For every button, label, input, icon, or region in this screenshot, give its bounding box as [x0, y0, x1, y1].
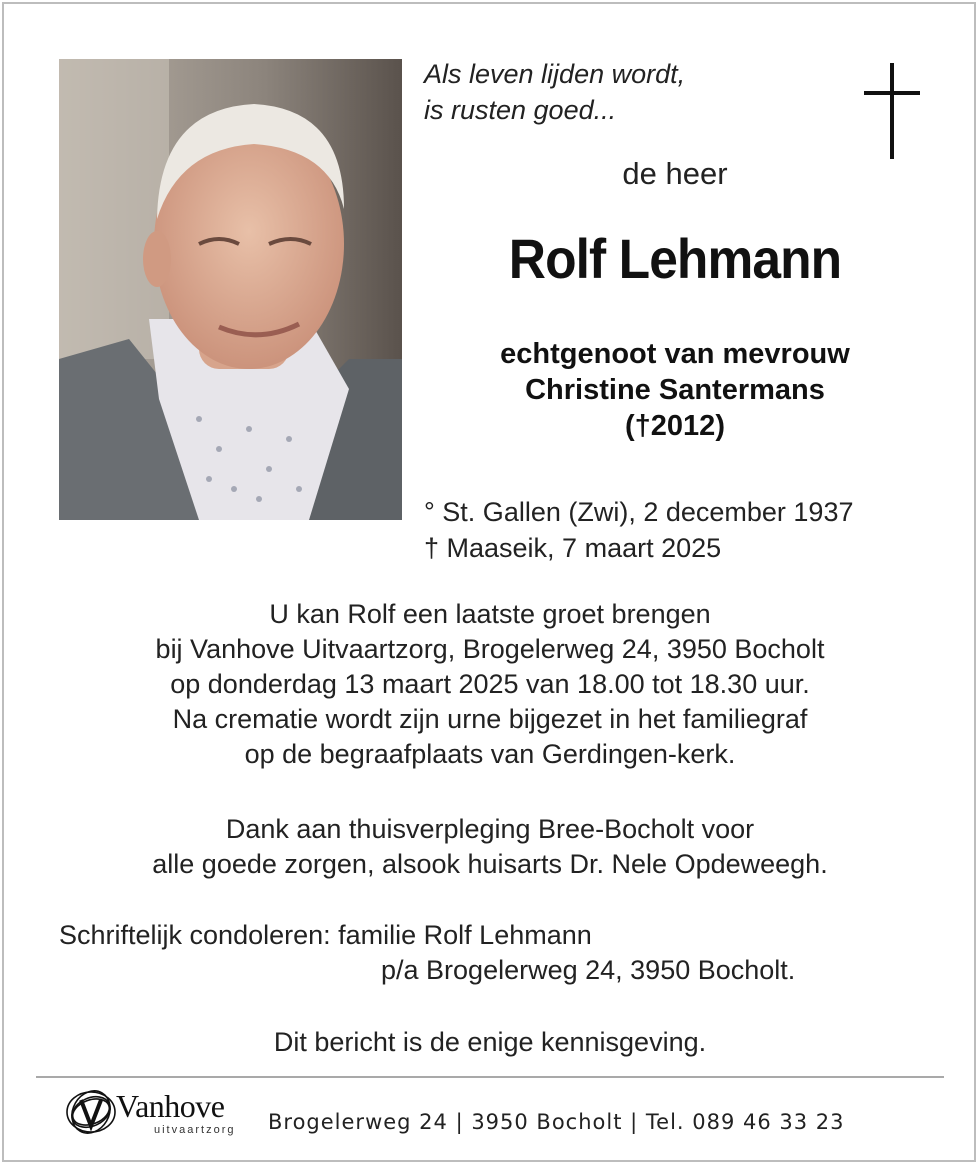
- logo-mark-icon: [64, 1088, 118, 1136]
- logo-subtitle: uitvaartzorg: [154, 1124, 236, 1136]
- visitation-line: U kan Rolf een laatste groet brengen: [269, 599, 711, 629]
- quote-line-2: is rusten goed...: [424, 95, 617, 125]
- thanks-info: [0, 812, 980, 882]
- spouse-line-3: (†2012): [625, 410, 725, 442]
- death-date: † Maaseik, 7 maart 2025: [424, 533, 722, 563]
- visitation-line: bij Vanhove Uitvaartzorg, Brogelerweg 24, 3950 Bocholt: [155, 634, 825, 664]
- footer-contact: Brogelerweg 24 | 3950 Bocholt | Tel. 089 46 33 23: [268, 1110, 845, 1134]
- portrait-photo: [59, 59, 402, 520]
- birth-date: ° St. Gallen (Zwi), 2 december 1937: [424, 497, 854, 527]
- quote: [424, 56, 685, 128]
- spouse-line-1: echtgenoot van mevrouw: [500, 338, 850, 370]
- latin-cross-icon: [864, 63, 920, 159]
- thanks-line: Dank aan thuisverpleging Bree-Bocholt voor: [225, 814, 755, 844]
- final-note: Dit bericht is de enige kennisgeving.: [273, 1027, 707, 1057]
- logo-name: Vanhove: [116, 1088, 225, 1124]
- life-dates: [424, 494, 853, 566]
- visitation-line: Na crematie wordt zijn urne bijgezet in het familiegraf: [172, 704, 808, 734]
- title-prefix: de heer: [622, 156, 728, 191]
- footer-divider: [36, 1076, 944, 1078]
- condolence-line-2: p/a Brogelerweg 24, 3950 Bocholt.: [381, 955, 796, 985]
- thanks-line: alle goede zorgen, alsook huisarts Dr. Nele Opdeweegh.: [152, 849, 828, 879]
- deceased-name: Rolf Lehmann: [508, 227, 842, 290]
- visitation-info: [0, 597, 980, 772]
- quote-line-1: Als leven lijden wordt,: [424, 59, 686, 89]
- visitation-line: op donderdag 13 maart 2025 van 18.00 tot 18.30 uur.: [170, 669, 810, 699]
- vanhove-logo: [64, 1086, 254, 1142]
- condolence-line-1: Schriftelijk condoleren: familie Rolf Lehmann: [59, 920, 592, 950]
- spouse-line-2: Christine Santermans: [525, 374, 825, 406]
- visitation-line: op de begraafplaats van Gerdingen-kerk.: [244, 739, 736, 769]
- spouse-info: [420, 336, 930, 444]
